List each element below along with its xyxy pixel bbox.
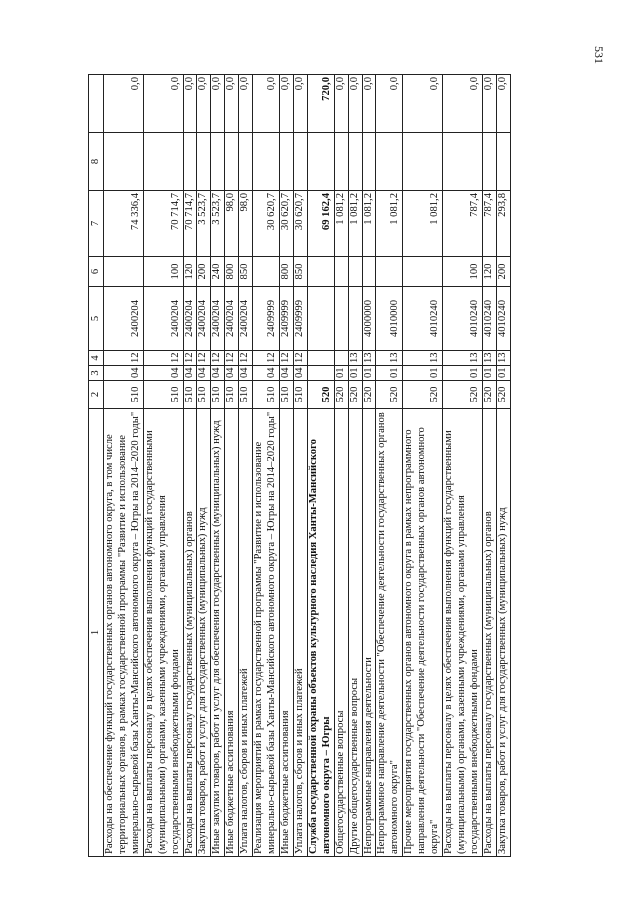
row-code-subsection: 12 <box>279 351 293 366</box>
row-code-target: 2409999 <box>279 287 293 351</box>
row-code-admin: 510 <box>143 381 183 409</box>
row-col-9: 0,0 <box>403 75 443 133</box>
header-col-5: 5 <box>89 287 104 351</box>
row-code-section: 01 <box>403 366 443 381</box>
row-code-target: 4010240 <box>496 287 510 351</box>
row-code-expense-type: 200 <box>197 257 211 287</box>
row-name: Расходы на выплаты персоналу государственных (муниципальных) органов <box>183 409 197 857</box>
row-code-admin: 520 <box>482 381 496 409</box>
table-row <box>496 75 510 857</box>
row-col-9: 0,0 <box>197 75 211 133</box>
row-code-expense-type <box>362 257 376 287</box>
row-code-target: 2400204 <box>183 287 197 351</box>
row-code-expense-type: 100 <box>143 257 183 287</box>
header-col-4: 4 <box>89 351 104 366</box>
table-row <box>143 75 183 857</box>
row-code-target: 2409999 <box>293 287 307 351</box>
row-col-8 <box>253 133 280 191</box>
row-code-section: 04 <box>239 366 253 381</box>
row-code-section: 01 <box>496 366 510 381</box>
row-code-expense-type: 850 <box>239 257 253 287</box>
row-code-subsection: 12 <box>197 351 211 366</box>
row-amount: 787,4 <box>443 191 483 257</box>
row-code-target <box>334 287 348 351</box>
row-name: Расходы на выплаты персоналу государственных (муниципальных) органов <box>482 409 496 857</box>
row-code-section: 01 <box>376 366 403 381</box>
row-amount: 30 620,7 <box>253 191 280 257</box>
table-row <box>403 75 443 857</box>
row-code-admin: 520 <box>348 381 362 409</box>
table-row <box>239 75 253 857</box>
row-code-target: 2400204 <box>225 287 239 351</box>
row-col-8 <box>482 133 496 191</box>
row-code-subsection: 13 <box>348 351 362 366</box>
row-code-subsection: 13 <box>362 351 376 366</box>
row-name: Уплата налогов, сборов и иных платежей <box>293 409 307 857</box>
row-code-subsection: 12 <box>239 351 253 366</box>
row-col-8 <box>143 133 183 191</box>
row-col-8 <box>197 133 211 191</box>
row-code-expense-type: 120 <box>482 257 496 287</box>
row-col-8 <box>211 133 225 191</box>
row-code-section: 01 <box>334 366 348 381</box>
row-code-expense-type <box>376 257 403 287</box>
row-col-9: 0,0 <box>225 75 239 133</box>
row-amount: 3 523,7 <box>197 191 211 257</box>
row-code-admin: 520 <box>307 381 334 409</box>
row-amount: 293,8 <box>496 191 510 257</box>
row-code-section: 04 <box>225 366 239 381</box>
table-row <box>443 75 483 857</box>
row-col-9: 0,0 <box>293 75 307 133</box>
row-code-target: 2400204 <box>143 287 183 351</box>
table-row <box>197 75 211 857</box>
row-amount: 30 620,7 <box>279 191 293 257</box>
row-code-admin: 510 <box>239 381 253 409</box>
table-row <box>183 75 197 857</box>
row-code-admin: 510 <box>279 381 293 409</box>
row-code-target: 2409999 <box>253 287 280 351</box>
row-code-subsection <box>334 351 348 366</box>
row-code-target: 4010000 <box>376 287 403 351</box>
table-row <box>482 75 496 857</box>
row-code-subsection: 12 <box>211 351 225 366</box>
row-col-9: 0,0 <box>348 75 362 133</box>
row-col-8 <box>496 133 510 191</box>
row-col-9: 0,0 <box>143 75 183 133</box>
row-code-section: 04 <box>211 366 225 381</box>
table-body <box>104 75 511 857</box>
row-code-subsection: 12 <box>104 351 144 366</box>
row-code-section: 04 <box>104 366 144 381</box>
row-code-subsection: 13 <box>482 351 496 366</box>
row-code-subsection: 12 <box>143 351 183 366</box>
row-amount: 98,0 <box>225 191 239 257</box>
row-name: Расходы на выплаты персоналу в целях обеспечения выполнения функций государственными (муниципальными) органами, казенными учреждениями, органами управления государственными внебюджетными фондами <box>443 409 483 857</box>
row-col-9: 0,0 <box>443 75 483 133</box>
row-name: Расходы на обеспечение функций государственных органов автономного округа, в том числе территориальных органов, в рамках государственной программы "Развитие и использование минерально-сырьевой базы Ханты-Мансийского автономного округа – Югры на 2014–2020 годы" <box>104 409 144 857</box>
header-col-1: 1 <box>89 409 104 857</box>
row-amount: 1 081,2 <box>348 191 362 257</box>
row-code-section: 01 <box>482 366 496 381</box>
row-code-expense-type <box>348 257 362 287</box>
row-name: Реализация мероприятий в рамках государственной программы "Развитие и использование минерально-сырьевой базы Ханты-Мансийского автономного округа – Югры на 2014–2020 годы" <box>253 409 280 857</box>
row-amount: 98,0 <box>239 191 253 257</box>
row-code-admin: 510 <box>211 381 225 409</box>
row-col-8 <box>225 133 239 191</box>
row-amount: 3 523,7 <box>211 191 225 257</box>
row-code-target: 2400204 <box>239 287 253 351</box>
row-code-admin: 520 <box>496 381 510 409</box>
row-code-expense-type: 800 <box>225 257 239 287</box>
row-amount: 70 714,7 <box>183 191 197 257</box>
row-code-admin: 510 <box>183 381 197 409</box>
row-code-subsection: 12 <box>253 351 280 366</box>
header-col-2: 2 <box>89 381 104 409</box>
header-row <box>89 75 104 857</box>
row-code-expense-type: 200 <box>496 257 510 287</box>
row-name: Прочие мероприятия государственных органов автономного округа в рамках непрограммного направления деятельности "Обеспечение деятельности государственных органов автономного округа" <box>403 409 443 857</box>
table-row <box>253 75 280 857</box>
row-name: Закупка товаров, работ и услуг для государственных (муниципальных) нужд <box>496 409 510 857</box>
row-code-target: 4010240 <box>403 287 443 351</box>
row-code-expense-type: 100 <box>443 257 483 287</box>
table-row <box>307 75 334 857</box>
row-code-expense-type: 850 <box>293 257 307 287</box>
row-name: Общегосударственные вопросы <box>334 409 348 857</box>
row-col-8 <box>183 133 197 191</box>
row-code-target <box>307 287 334 351</box>
row-code-section: 04 <box>183 366 197 381</box>
row-code-expense-type: 800 <box>279 257 293 287</box>
row-col-8 <box>293 133 307 191</box>
row-amount: 30 620,7 <box>293 191 307 257</box>
table-row <box>104 75 144 857</box>
row-code-admin: 510 <box>225 381 239 409</box>
row-code-target: 2400204 <box>211 287 225 351</box>
row-code-admin: 520 <box>403 381 443 409</box>
header-col-9 <box>89 75 104 133</box>
row-col-9: 0,0 <box>279 75 293 133</box>
row-code-section: 01 <box>348 366 362 381</box>
row-code-admin: 510 <box>104 381 144 409</box>
row-name: Непрограммные направления деятельности <box>362 409 376 857</box>
budget-table <box>88 74 511 857</box>
row-col-9: 0,0 <box>239 75 253 133</box>
row-code-subsection: 12 <box>225 351 239 366</box>
row-code-expense-type: 240 <box>211 257 225 287</box>
header-col-8: 8 <box>89 133 104 191</box>
row-amount: 1 081,2 <box>376 191 403 257</box>
row-code-section <box>307 366 334 381</box>
row-code-target: 4000000 <box>362 287 376 351</box>
row-code-section: 01 <box>443 366 483 381</box>
row-code-section: 04 <box>279 366 293 381</box>
row-amount: 69 162,4 <box>307 191 334 257</box>
row-col-8 <box>362 133 376 191</box>
row-code-expense-type: 120 <box>183 257 197 287</box>
row-code-subsection: 13 <box>443 351 483 366</box>
row-col-9: 0,0 <box>482 75 496 133</box>
row-code-subsection: 13 <box>403 351 443 366</box>
row-code-section: 04 <box>293 366 307 381</box>
page-number: 531 <box>592 46 606 64</box>
row-name: Иные бюджетные ассигнования <box>279 409 293 857</box>
table-row <box>279 75 293 857</box>
row-col-8 <box>334 133 348 191</box>
row-code-subsection: 12 <box>183 351 197 366</box>
table-row <box>211 75 225 857</box>
row-code-expense-type <box>253 257 280 287</box>
row-col-8 <box>104 133 144 191</box>
row-code-admin: 510 <box>293 381 307 409</box>
row-col-8 <box>239 133 253 191</box>
row-amount: 1 081,2 <box>403 191 443 257</box>
row-code-target: 2400204 <box>104 287 144 351</box>
row-code-subsection <box>307 351 334 366</box>
row-col-9: 0,0 <box>496 75 510 133</box>
row-col-8 <box>307 133 334 191</box>
row-name: Расходы на выплаты персоналу в целях обеспечения выполнения функций государственными (муниципальными) органами, казенными учреждениями, органами управления государственными внебюджетными фондами <box>143 409 183 857</box>
row-name: Закупка товаров, работ и услуг для государственных (муниципальных) нужд <box>197 409 211 857</box>
row-code-section: 04 <box>143 366 183 381</box>
row-code-admin: 520 <box>334 381 348 409</box>
table-row <box>225 75 239 857</box>
row-code-subsection: 12 <box>293 351 307 366</box>
row-amount: 74 336,4 <box>104 191 144 257</box>
table-row <box>348 75 362 857</box>
row-col-9: 0,0 <box>104 75 144 133</box>
row-code-admin: 510 <box>197 381 211 409</box>
row-col-9: 0,0 <box>334 75 348 133</box>
table-row <box>334 75 348 857</box>
row-code-admin: 520 <box>443 381 483 409</box>
row-col-8 <box>443 133 483 191</box>
row-name: Иные бюджетные ассигнования <box>225 409 239 857</box>
row-code-expense-type <box>104 257 144 287</box>
row-col-9: 0,0 <box>253 75 280 133</box>
row-amount: 787,4 <box>482 191 496 257</box>
row-name: Служба государственной охраны объектов культурного наследия Ханты-Мансийского автономного округа – Югры <box>307 409 334 857</box>
row-code-subsection: 13 <box>496 351 510 366</box>
row-col-8 <box>376 133 403 191</box>
row-amount: 70 714,7 <box>143 191 183 257</box>
row-code-expense-type <box>403 257 443 287</box>
row-code-target: 4010240 <box>482 287 496 351</box>
row-code-section: 01 <box>362 366 376 381</box>
row-name: Уплата налогов, сборов и иных платежей <box>239 409 253 857</box>
row-code-section: 04 <box>253 366 280 381</box>
row-name: Другие общегосударственные вопросы <box>348 409 362 857</box>
header-col-3: 3 <box>89 366 104 381</box>
header-col-6: 6 <box>89 257 104 287</box>
row-code-expense-type <box>334 257 348 287</box>
row-name: Иные закупки товаров, работ и услуг для обеспечения государственных (муниципальных) нужд <box>211 409 225 857</box>
rotated-content <box>88 75 588 857</box>
row-code-admin: 520 <box>362 381 376 409</box>
row-col-9: 0,0 <box>183 75 197 133</box>
row-code-admin: 520 <box>376 381 403 409</box>
header-col-7: 7 <box>89 191 104 257</box>
table-row <box>362 75 376 857</box>
table-row <box>293 75 307 857</box>
row-code-section: 04 <box>197 366 211 381</box>
row-code-target: 2400204 <box>197 287 211 351</box>
row-col-9: 0,0 <box>376 75 403 133</box>
row-col-9: 0,0 <box>211 75 225 133</box>
row-col-9: 720,0 <box>307 75 334 133</box>
row-code-subsection: 13 <box>376 351 403 366</box>
row-code-target: 4010240 <box>443 287 483 351</box>
row-code-expense-type <box>307 257 334 287</box>
row-col-8 <box>403 133 443 191</box>
row-name: Непрограммное направление деятельности "Обеспечение деятельности государственных органов автономного округа" <box>376 409 403 857</box>
row-col-8 <box>279 133 293 191</box>
row-code-admin: 510 <box>253 381 280 409</box>
row-amount: 1 081,2 <box>334 191 348 257</box>
table-row <box>376 75 403 857</box>
row-code-target <box>348 287 362 351</box>
row-amount: 1 081,2 <box>362 191 376 257</box>
row-col-8 <box>348 133 362 191</box>
row-col-9: 0,0 <box>362 75 376 133</box>
